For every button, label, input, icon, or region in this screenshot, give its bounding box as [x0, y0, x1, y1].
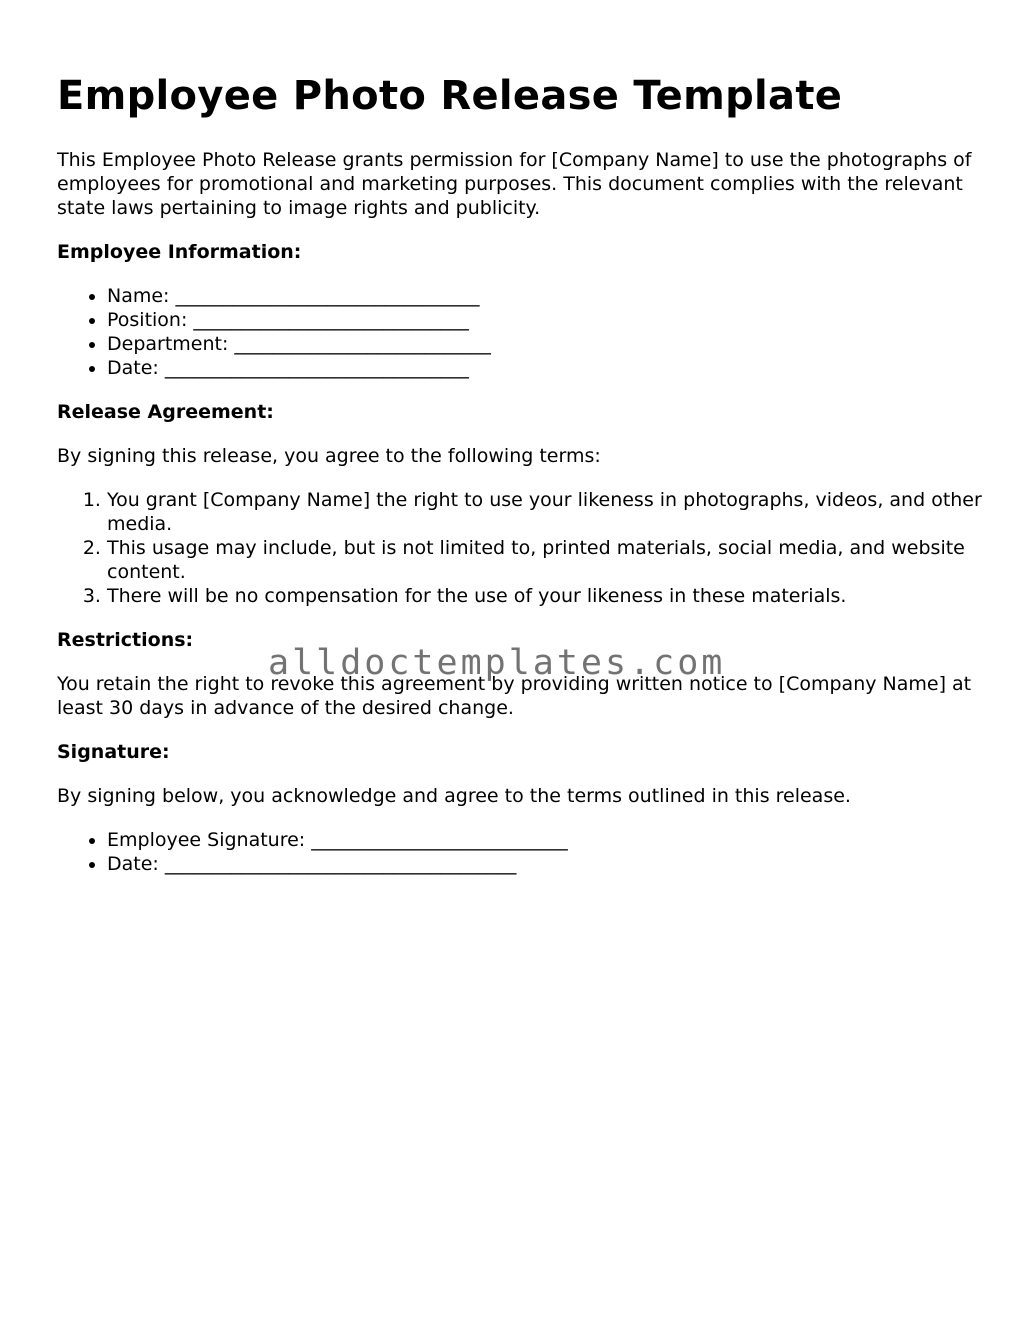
- watermark: alldoctemplates.com: [268, 643, 726, 683]
- employee-info-list: [57, 284, 987, 380]
- release-term: 1. You grant [Company Name] the right to use your likeness in photographs, videos, and other media.: [107, 488, 987, 536]
- employee-department-field: • Department: ___________________________: [107, 332, 987, 356]
- employee-date-field: • Date: ________________________________: [107, 356, 987, 380]
- document-title: Employee Photo Release Template: [57, 73, 843, 119]
- release-term: 2. This usage may include, but is not limited to, printed materials, social media, and website content.: [107, 536, 987, 584]
- document-page: [57, 70, 987, 896]
- employee-name-field: • Name: ________________________________: [107, 284, 987, 308]
- intro-paragraph: This Employee Photo Release grants permission for [Company Name] to use the photographs of employees for promotional and marketing purposes. This document complies with the relevant state laws pertaining to image rights and publicity.: [57, 149, 972, 219]
- restrictions-text: You retain the right to revoke this agreement by providing written notice to [Company Name] at least 30 days in advance of the desired change.: [57, 673, 972, 719]
- restrictions-heading: Restrictions:: [57, 629, 194, 651]
- release-terms-list: [57, 488, 987, 608]
- release-agreement-intro: By signing this release, you agree to the following terms:: [57, 445, 601, 467]
- release-term: 3. There will be no compensation for the use of your likeness in these materials.: [107, 584, 987, 608]
- signature-heading: Signature:: [57, 741, 170, 763]
- employee-position-field: • Position: _____________________________: [107, 308, 987, 332]
- signature-date-field: • Date: _____________________________________: [107, 852, 987, 876]
- signature-text: By signing below, you acknowledge and agree to the terms outlined in this release.: [57, 785, 851, 807]
- release-agreement-heading: Release Agreement:: [57, 401, 274, 423]
- employee-signature-field: • Employee Signature: ___________________________: [107, 828, 987, 852]
- signature-list: [57, 828, 987, 876]
- employee-info-heading: Employee Information:: [57, 241, 302, 263]
